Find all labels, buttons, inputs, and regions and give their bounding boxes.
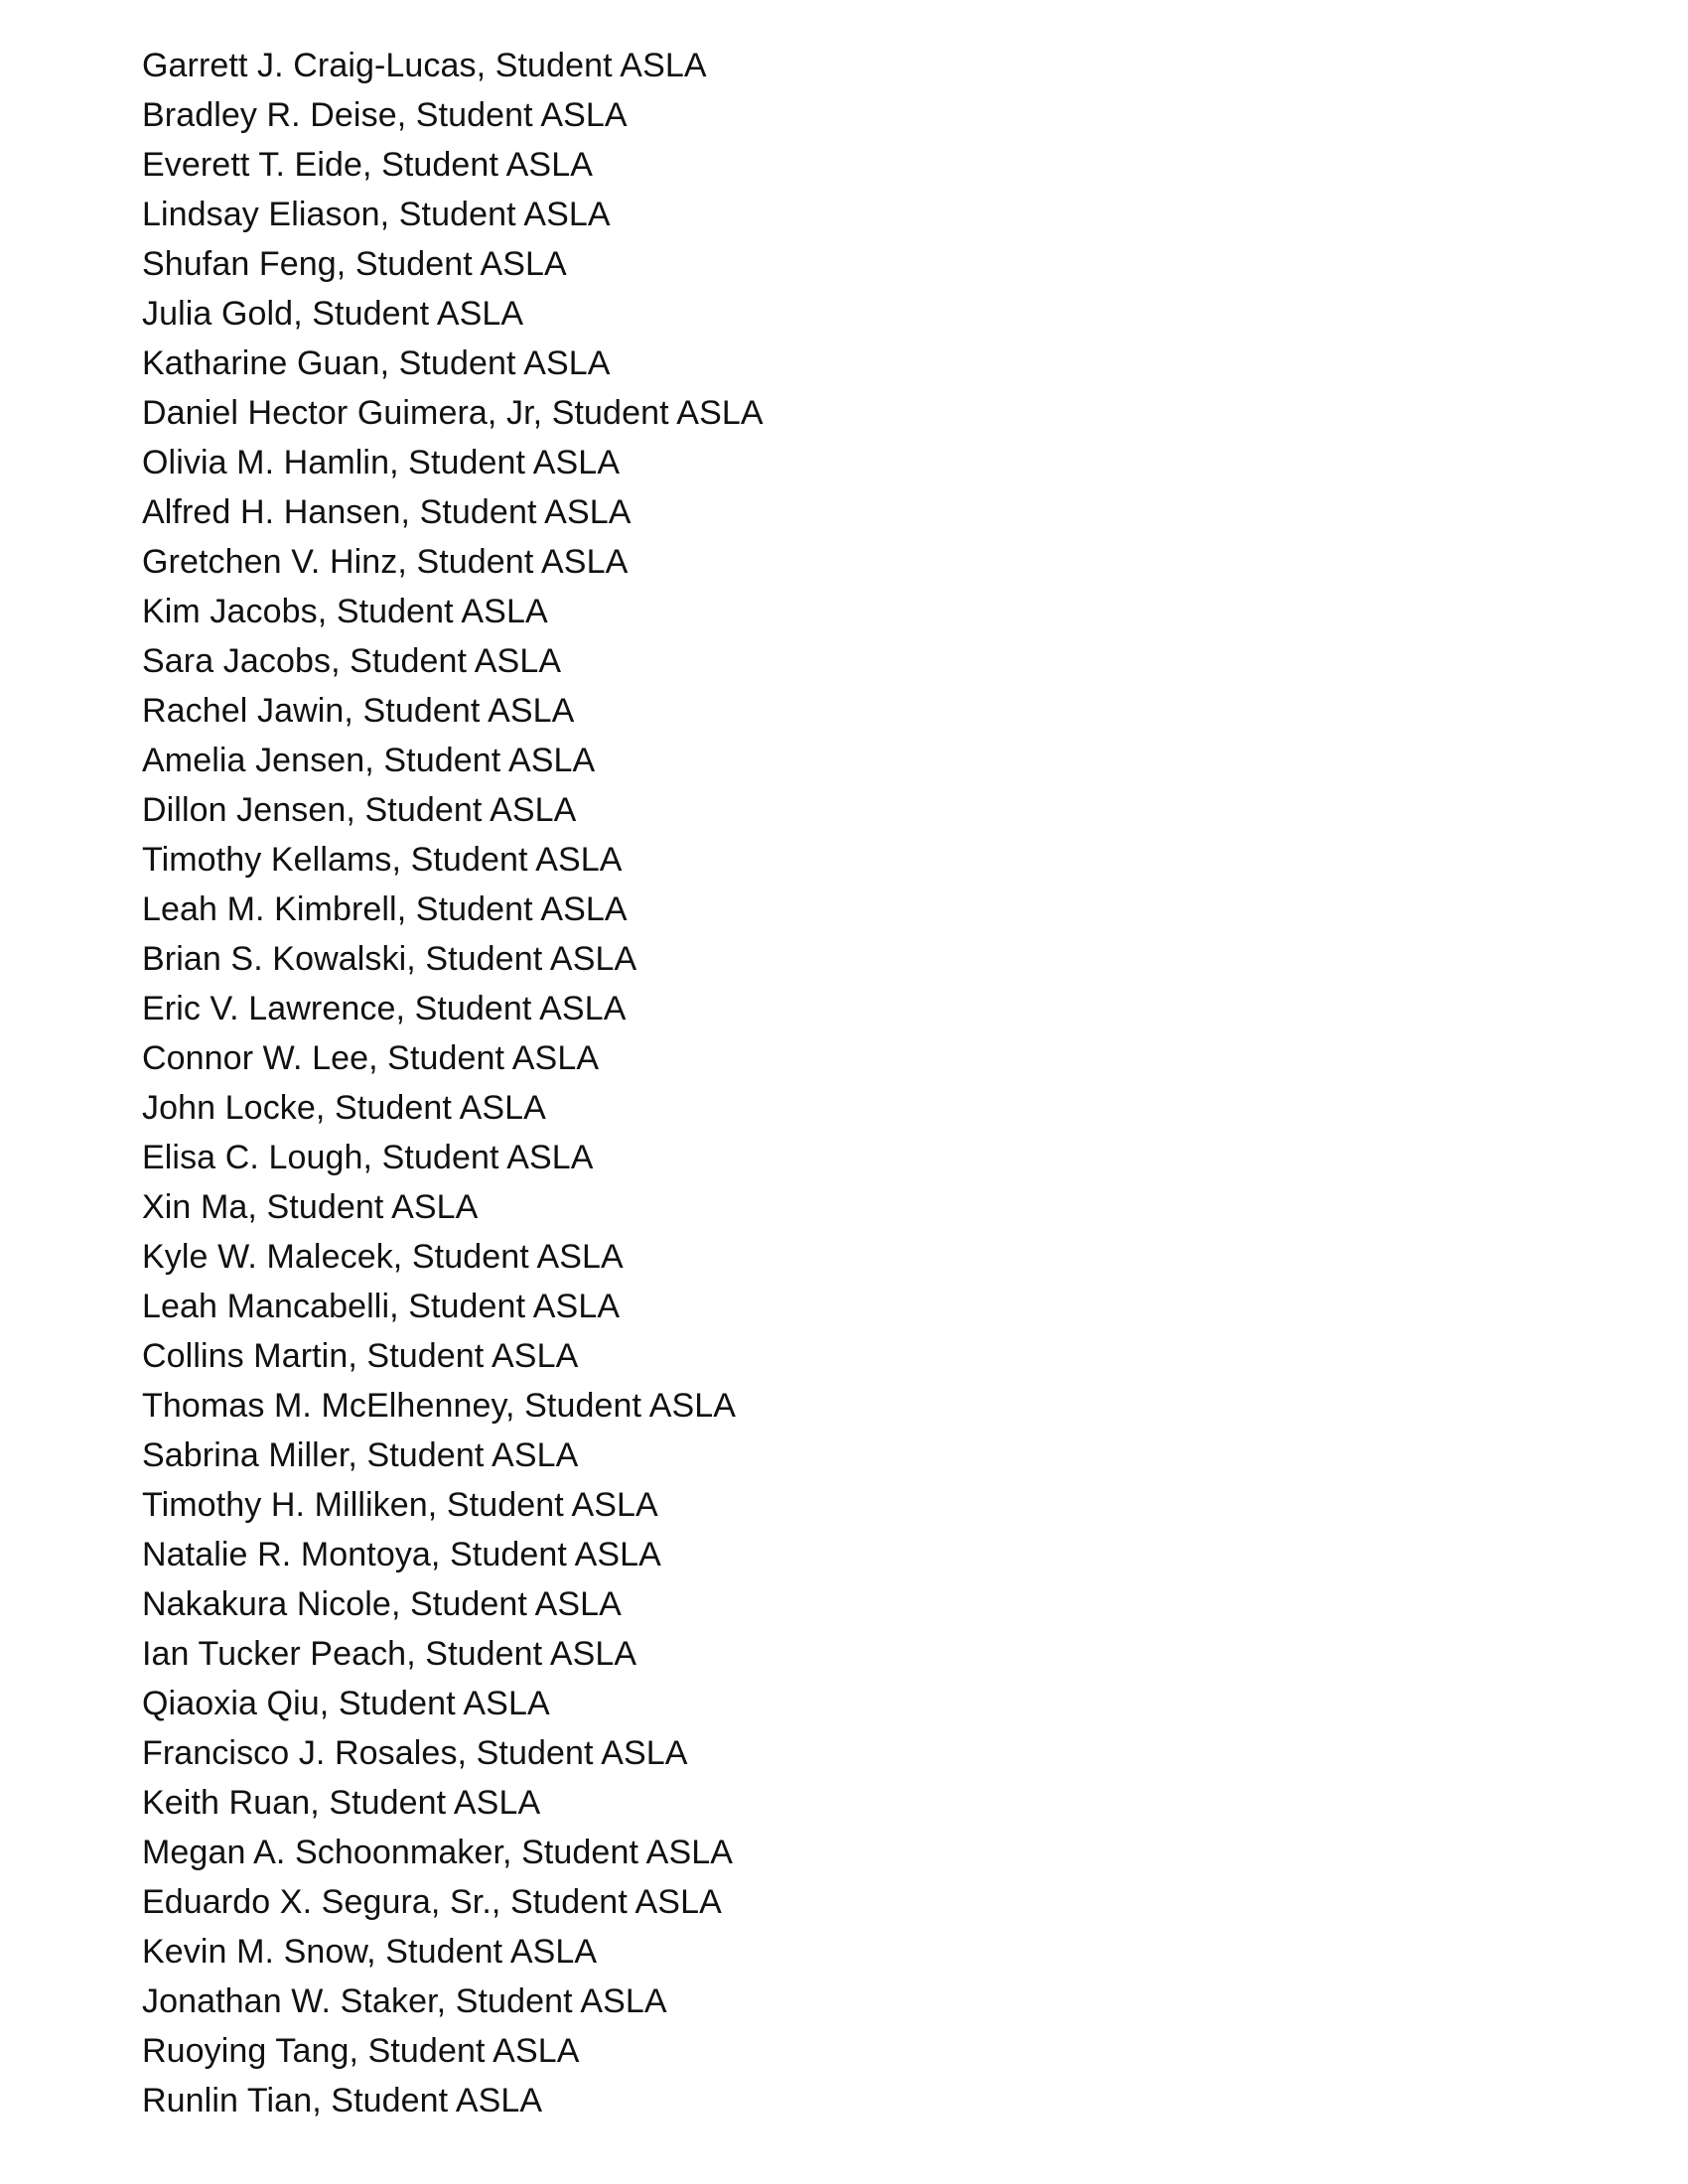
list-item: Collins Martin, Student ASLA — [142, 1337, 579, 1375]
list-item: Ruoying Tang, Student ASLA — [142, 2032, 580, 2070]
list-item: Kyle W. Malecek, Student ASLA — [142, 1238, 624, 1276]
list-item: Katharine Guan, Student ASLA — [142, 344, 611, 382]
list-item: Kim Jacobs, Student ASLA — [142, 593, 548, 630]
list-item: Bradley R. Deise, Student ASLA — [142, 96, 628, 134]
member-name-list — [142, 41, 764, 2125]
list-item: Daniel Hector Guimera, Jr, Student ASLA — [142, 394, 764, 432]
list-item: Connor W. Lee, Student ASLA — [142, 1039, 600, 1077]
list-item: Jonathan W. Staker, Student ASLA — [142, 1982, 667, 2020]
list-item: Julia Gold, Student ASLA — [142, 295, 524, 333]
list-item: Gretchen V. Hinz, Student ASLA — [142, 543, 629, 581]
list-item: Rachel Jawin, Student ASLA — [142, 692, 575, 730]
list-item: Timothy H. Milliken, Student ASLA — [142, 1486, 658, 1524]
list-item: Xin Ma, Student ASLA — [142, 1188, 479, 1226]
list-item: Kevin M. Snow, Student ASLA — [142, 1933, 598, 1971]
list-item: Runlin Tian, Student ASLA — [142, 2082, 543, 2119]
list-item: Timothy Kellams, Student ASLA — [142, 841, 623, 879]
list-item: John Locke, Student ASLA — [142, 1089, 546, 1127]
list-item: Brian S. Kowalski, Student ASLA — [142, 940, 637, 978]
list-item: Sabrina Miller, Student ASLA — [142, 1436, 579, 1474]
list-item: Eric V. Lawrence, Student ASLA — [142, 990, 627, 1027]
list-item: Sara Jacobs, Student ASLA — [142, 642, 562, 680]
list-item: Shufan Feng, Student ASLA — [142, 245, 567, 283]
list-item: Eduardo X. Segura, Sr., Student ASLA — [142, 1883, 722, 1921]
list-item: Garrett J. Craig-Lucas, Student ASLA — [142, 47, 707, 84]
list-item: Alfred H. Hansen, Student ASLA — [142, 493, 632, 531]
list-item: Amelia Jensen, Student ASLA — [142, 742, 596, 779]
list-item: Dillon Jensen, Student ASLA — [142, 791, 577, 829]
list-item: Megan A. Schoonmaker, Student ASLA — [142, 1834, 734, 1871]
list-item: Leah Mancabelli, Student ASLA — [142, 1288, 621, 1325]
list-item: Keith Ruan, Student ASLA — [142, 1784, 541, 1822]
list-item: Qiaoxia Qiu, Student ASLA — [142, 1685, 550, 1722]
list-item: Thomas M. McElhenney, Student ASLA — [142, 1387, 737, 1425]
list-item: Everett T. Eide, Student ASLA — [142, 146, 593, 184]
list-item: Olivia M. Hamlin, Student ASLA — [142, 444, 621, 481]
list-item: Elisa C. Lough, Student ASLA — [142, 1139, 594, 1176]
list-item: Francisco J. Rosales, Student ASLA — [142, 1734, 688, 1772]
list-item: Leah M. Kimbrell, Student ASLA — [142, 890, 628, 928]
list-item: Nakakura Nicole, Student ASLA — [142, 1585, 622, 1623]
list-item: Lindsay Eliason, Student ASLA — [142, 196, 611, 233]
list-item: Natalie R. Montoya, Student ASLA — [142, 1536, 661, 1573]
list-item: Ian Tucker Peach, Student ASLA — [142, 1635, 637, 1673]
